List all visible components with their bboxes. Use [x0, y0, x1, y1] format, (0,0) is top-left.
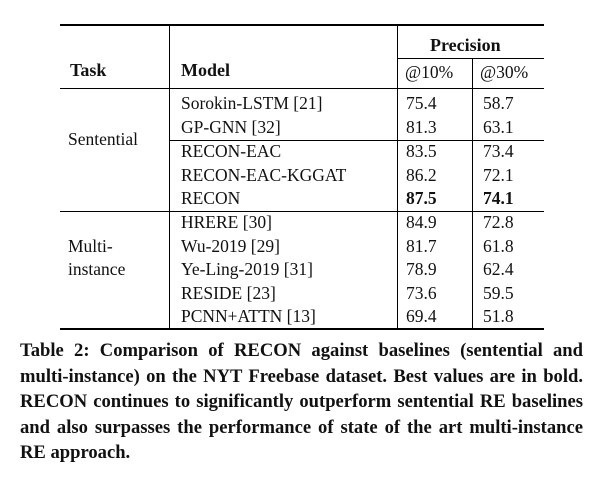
- row-model: PCNN+ATTN [13]: [181, 306, 316, 326]
- row-p10: 83.5: [406, 141, 437, 161]
- row-p10: 75.4: [406, 93, 437, 113]
- row-model: RESIDE [23]: [181, 283, 276, 303]
- row-p30: 61.8: [483, 236, 514, 256]
- row-p30: 72.1: [483, 165, 514, 185]
- precision-underline: [398, 58, 544, 59]
- header-precision: Precision: [430, 35, 501, 55]
- group-label-sentential: Sentential: [68, 129, 138, 149]
- row-p10: 81.7: [406, 236, 437, 256]
- row-p10: 81.3: [406, 117, 437, 137]
- row-p30: 58.7: [483, 93, 514, 113]
- row-p30: 59.5: [483, 283, 514, 303]
- row-p30: 63.1: [483, 117, 514, 137]
- group-label-multi-line2: instance: [68, 259, 126, 279]
- row-p10: 73.6: [406, 283, 437, 303]
- row-p10-best: 87.5: [406, 188, 437, 208]
- top-rule: [60, 24, 544, 26]
- row-p30: 73.4: [483, 141, 514, 161]
- header-p30: @30%: [480, 62, 529, 82]
- p10-p30-separator: [472, 58, 473, 328]
- row-model: RECON: [181, 188, 241, 208]
- header-p10: @10%: [405, 62, 454, 82]
- row-p10: 84.9: [406, 212, 437, 232]
- row-p30: 62.4: [483, 259, 514, 279]
- row-model: GP-GNN [32]: [181, 117, 281, 137]
- row-model: Sorokin-LSTM [21]: [181, 93, 323, 113]
- bottom-rule: [60, 328, 544, 330]
- model-precision-separator: [397, 24, 398, 328]
- row-model: RECON-EAC: [181, 141, 282, 161]
- group-label-multi-line1: Multi-: [68, 236, 113, 256]
- row-p10: 69.4: [406, 306, 437, 326]
- row-model: HRERE [30]: [181, 212, 272, 232]
- header-model: Model: [181, 60, 230, 80]
- row-model: Ye-Ling-2019 [31]: [181, 259, 313, 279]
- row-p10: 78.9: [406, 259, 437, 279]
- header-task: Task: [70, 60, 107, 80]
- row-p30: 51.8: [483, 306, 514, 326]
- task-model-separator: [169, 24, 170, 328]
- row-p10: 86.2: [406, 165, 437, 185]
- row-p30-best: 74.1: [483, 188, 514, 208]
- table-caption: Table 2: Comparison of RECON against baselines (sentential and multi-instance) on the NYT Freebase dataset. Best values are in bold. RECON continues to significantly outperform sentential RE baselines and also surpasses the performance of state of the art multi-instance RE approach.: [20, 340, 583, 463]
- row-p30: 72.8: [483, 212, 514, 232]
- row-model: Wu-2019 [29]: [181, 236, 280, 256]
- row-model: RECON-EAC-KGGAT: [181, 165, 347, 185]
